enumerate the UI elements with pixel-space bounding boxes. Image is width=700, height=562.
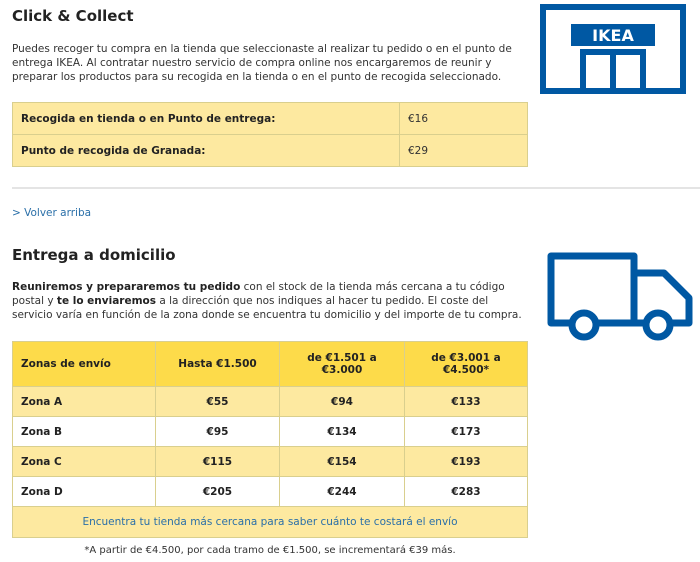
delivery-text-2: a la dirección que nos indiques al hacer tu pedido. El coste del servicio varía en función de la zona donde se encuentra tu domicilio y del importe de tu compra. [12, 295, 522, 321]
table-row [13, 477, 528, 507]
table-row [13, 387, 528, 417]
zone-price: €244 [280, 477, 405, 507]
zone-price: €133 [405, 387, 528, 417]
delivery-text-1: con el stock de la tienda más cercana a tu código postal y [12, 281, 505, 307]
header-tier-2: de €1.501 a €3.000 [280, 342, 405, 387]
footnote: *A partir de €4.500, por cada tramo de €1.500, se incrementará €39 más. [84, 545, 456, 556]
zone-price: €95 [156, 417, 280, 447]
click-collect-title: Click & Collect [12, 7, 134, 25]
delivery-bold-1: Reuniremos y prepararemos tu pedido [12, 281, 241, 293]
delivery-bold-2: te lo enviaremos [56, 295, 157, 307]
ikea-logo-text: IKEA [592, 26, 634, 45]
zone-price: €55 [156, 387, 280, 417]
table-row [13, 417, 528, 447]
truck-icon [546, 251, 696, 343]
zone-label: Zona C [13, 447, 156, 477]
zone-price: €205 [156, 477, 280, 507]
pickup-store-price: €16 [400, 103, 528, 135]
table-header-row [13, 342, 528, 387]
back-to-top-link[interactable]: > Volver arriba [12, 207, 92, 219]
header-tier-1: Hasta €1.500 [156, 342, 280, 387]
zone-price: €283 [405, 477, 528, 507]
zone-price: €115 [156, 447, 280, 477]
header-zone: Zonas de envío [13, 342, 156, 387]
zone-price: €193 [405, 447, 528, 477]
click-collect-price-table [12, 102, 528, 167]
table-row [13, 135, 528, 167]
pickup-store-label: Recogida en tienda o en Punto de entrega: [13, 103, 400, 135]
section-divider [12, 187, 700, 189]
zone-price: €134 [280, 417, 405, 447]
zone-label: Zona B [13, 417, 156, 447]
delivery-price-table [12, 341, 528, 538]
find-store-link[interactable]: Encuentra tu tienda más cercana para saber cuánto te costará el envío [13, 507, 528, 538]
table-footer-row [13, 507, 528, 538]
header-tier-3: de €3.001 a €4.500* [405, 342, 528, 387]
zone-price: €173 [405, 417, 528, 447]
granada-pickup-price: €29 [400, 135, 528, 167]
delivery-paragraph [12, 280, 522, 322]
delivery-title: Entrega a domicilio [12, 246, 176, 264]
granada-pickup-label: Punto de recogida de Granada: [13, 135, 400, 167]
store-icon [540, 4, 686, 94]
zone-label: Zona A [13, 387, 156, 417]
zone-price: €154 [280, 447, 405, 477]
zone-label: Zona D [13, 477, 156, 507]
zone-price: €94 [280, 387, 405, 417]
click-collect-paragraph: Puedes recoger tu compra en la tienda que seleccionaste al realizar tu pedido o en el punto de entrega IKEA. Al contratar nuestro servicio de compra online nos encargaremos de reunir y preparar los productos para su recogida en la tienda o en el punto de recogida seleccionado. [12, 43, 512, 83]
table-row [13, 447, 528, 477]
table-row [13, 103, 528, 135]
